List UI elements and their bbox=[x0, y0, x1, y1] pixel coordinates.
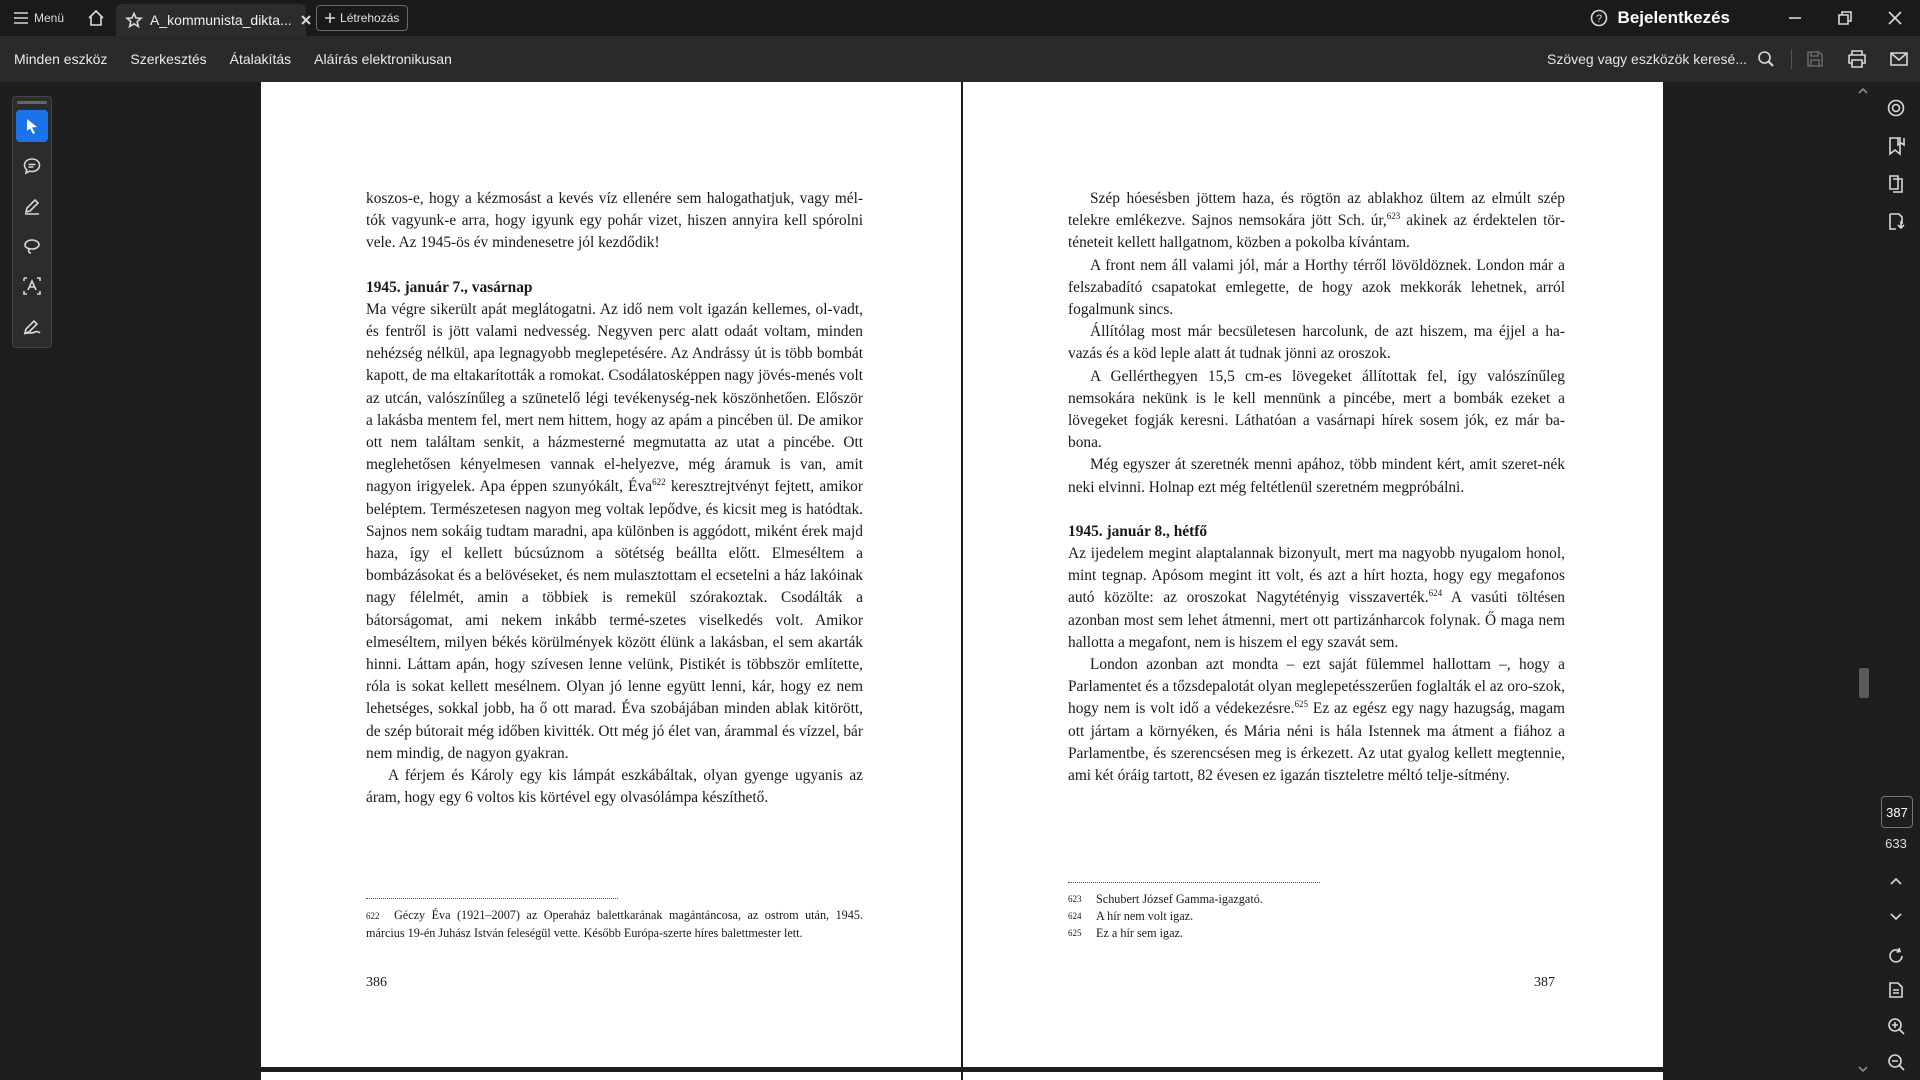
minimize-icon bbox=[1788, 11, 1802, 25]
text-run: Ez az egész egy nagy hazugság, magam ott jártam a környéken, és Mária néni is hála Istennek ma átment a fiához a Parlamentbe, és szerencsésen meg is érkezett. Az utat gyalog kellett megtennie, ami két óráig tartott, 82 évesen ez igazán tiszteletre méltó telje-sítmény. bbox=[1068, 700, 1566, 785]
zoom-out-button[interactable] bbox=[1880, 1046, 1912, 1078]
footnote-number: 625 bbox=[1068, 928, 1082, 938]
star-icon[interactable] bbox=[126, 12, 142, 28]
login-button[interactable]: Bejelentkezés bbox=[1617, 8, 1730, 27]
next-page-button[interactable] bbox=[1880, 900, 1912, 932]
close-icon bbox=[1888, 11, 1902, 25]
email-icon bbox=[1889, 51, 1909, 67]
document-tab[interactable] bbox=[116, 4, 306, 36]
text-run: Ma végre sikerült apát meglátogatni. Az idő nem volt igazán kellemes, ol-vadt, és fentről is jött valami nedvesség. Negyven perc alatt odaát voltam, minden nehézség nélkül, apa legnagyobb meglepetésére. Az Andrássy út is több bombát kapott, de ma eltakarították a romokat. Csodálatosképpen nagy jövés-menés volt az utcán, valószínűleg a szünetelő légi tevékenység-nek köszönhetően. Először a lakásba mentem fel, mert nem hittem, hogy az apám a pincében ül. De amikor ott nem találtam senkit, a házmesterné megmutatta az utat a pincébe. Ott meglehetősen kényelmesen vannak el-helyezve, még áramuk is van, amit nagyon irigyelek. Apa éppen szunyókált, Éva bbox=[366, 300, 863, 496]
text-run: Az ijedelem megint alaptalannak bizonyult, mert ma nagyobb nyugalom honol, mint tegnap. Apósom megint itt volt, és azt a hírt hozta, hogy egy megafonos autó közölte: az oroszokat Nagytétényig visszaverték. bbox=[1068, 545, 1565, 607]
page-386 bbox=[261, 82, 961, 1067]
plus-icon bbox=[325, 13, 335, 23]
paragraph bbox=[1068, 188, 1565, 255]
footnote-ref[interactable]: 625 bbox=[1294, 699, 1308, 710]
panel-grip[interactable] bbox=[17, 101, 47, 104]
pages-button[interactable] bbox=[1880, 168, 1912, 200]
cursor-icon bbox=[24, 118, 40, 134]
total-pages: 633 bbox=[1885, 836, 1907, 851]
text-recognition-tool[interactable] bbox=[16, 270, 48, 302]
minimize-button[interactable] bbox=[1770, 0, 1820, 36]
page-number: 386 bbox=[366, 975, 387, 990]
bookmarks-button[interactable] bbox=[1880, 130, 1912, 162]
zoom-in-button[interactable] bbox=[1880, 1010, 1912, 1042]
pen-icon bbox=[23, 197, 41, 215]
vertical-scrollbar[interactable] bbox=[1856, 82, 1870, 1080]
footnote-ref[interactable]: 623 bbox=[1386, 211, 1401, 222]
hamburger-icon bbox=[14, 12, 28, 24]
export-icon bbox=[1886, 212, 1906, 232]
tool-convert[interactable]: Átalakítás bbox=[229, 51, 292, 67]
help-icon[interactable] bbox=[1590, 9, 1608, 27]
diary-entry-heading: 1945. január 7., vasárnap bbox=[366, 278, 533, 296]
export-button[interactable] bbox=[1880, 206, 1912, 238]
restore-icon bbox=[1838, 11, 1852, 25]
paragraph: A Gellérthegyen 15,5 cm-es lövegeket állítottak fel, így valószínűleg nemsokára nekünk is le kell mennünk a pincébe, mert a bombák ezeket a lövegeket fogják keresni. Láthatóan a vasárnapi hírek sosem jók, ez már ba-bona. bbox=[1068, 367, 1565, 452]
save-icon bbox=[1806, 50, 1824, 68]
ai-assistant-icon bbox=[1886, 98, 1906, 118]
sign-tool[interactable] bbox=[16, 310, 48, 342]
page-387 bbox=[963, 82, 1663, 1067]
paragraph bbox=[1068, 543, 1565, 654]
save-button[interactable] bbox=[1794, 36, 1836, 82]
right-page-body bbox=[1068, 188, 1565, 787]
zoom-in-icon bbox=[1887, 1017, 1905, 1035]
left-tool-panel bbox=[12, 96, 52, 348]
restore-button[interactable] bbox=[1820, 0, 1870, 36]
next-page-edge bbox=[963, 1072, 1663, 1080]
search-icon[interactable] bbox=[1757, 50, 1775, 68]
scroll-up-icon[interactable] bbox=[1856, 86, 1870, 96]
chevron-up-icon bbox=[1888, 874, 1904, 890]
bookmark-icon bbox=[1886, 136, 1906, 156]
text-run: London azonban azt mondta – ezt saját fülemmel hallottam –, hogy a Parlamentet és a tőzsdepalotát olyan meglepetésszerűen foglalták el az oro-szok, hogy nem is volt idő a védekezésre. bbox=[1068, 656, 1565, 718]
footnote-text: Schubert József Gamma-igazgató. bbox=[1096, 892, 1263, 906]
text-run: Szép hóesésben jöttem haza, és rögtön az ablakhoz ültem az elmúlt szép telekre emlékezve. Sajnos nemsokára jött Sch. úr, bbox=[1068, 190, 1565, 230]
tool-e-sign[interactable]: Aláírás elektronikusan bbox=[314, 51, 452, 67]
print-button[interactable] bbox=[1836, 36, 1878, 82]
footnote bbox=[366, 907, 863, 942]
scroll-down-icon[interactable] bbox=[1856, 1064, 1870, 1074]
page-display-icon bbox=[1887, 981, 1905, 999]
paragraph bbox=[366, 299, 863, 765]
lasso-icon bbox=[23, 237, 41, 255]
menu-button[interactable] bbox=[0, 0, 76, 36]
footnote-divider bbox=[366, 898, 618, 899]
tool-edit[interactable]: Szerkesztés bbox=[130, 51, 207, 67]
menu-label: Menü bbox=[34, 11, 65, 25]
create-label: Létrehozás bbox=[340, 11, 400, 25]
page-display-button[interactable] bbox=[1880, 974, 1912, 1006]
text-run: keresztrejtvényt fejtett, amikor beléptem. Természetesen nagyon meg voltak lepődve, és kicsit meg is hatódtak. Sajnos nem sokáig tudtam maradni, apa különben is aggódott, miként érek majd haza, így el kellett búcsúznom a sötétség beállta előtt. Elmeséltem a bombázásokat és a belövéseket, és nem mulasztottam el ecsetelni a ház lakóinak nagy félelmét, amin a többiek is remekül szórakoztak. Csodálták a bátorságomat, ami nekem inkább termé-szetes viselkedés volt. Amikor elmeséltem, milyen békés körülmények között élünk a lakásban, el sem akarták hinni. Láttam apán, hogy szívesen lenne velünk, Pistikét is többször említette, róla is sokat kellett mesélnem. Olyan jó lenne együtt lenni, kár, hogy ez nem lehetséges, sokkal jobb, ha ő ott marad. Éva szobájában minden ablak kitörött, de szép bútorait még időben kivitték. Ott még jó élet van, árammal és vízzel, bár nem mindig, de nagyon gyakran. bbox=[366, 478, 863, 762]
footnote-number: 622 bbox=[366, 911, 380, 921]
rotate-icon bbox=[1887, 947, 1905, 965]
paragraph: A front nem áll valami jól, már a Horthy térről lövöldöznek. London már a felszabadító csapatokat emlegette, de hogy azok mekkorák lehetnek, arról fogalmunk sincs. bbox=[1068, 256, 1565, 319]
ai-assistant-button[interactable] bbox=[1880, 92, 1912, 124]
tab-title: A_kommunista_dikta... bbox=[150, 12, 292, 28]
create-button[interactable] bbox=[316, 5, 408, 31]
paragraph: Állítólag most már becsületesen harcolunk, de azt hiszem, ma éjjel a ha-vazás és a köd leple alatt át tudnak jönni az oroszok. bbox=[1068, 323, 1565, 363]
chevron-down-icon bbox=[1888, 908, 1904, 924]
text-select-icon bbox=[23, 277, 41, 295]
left-page-body bbox=[366, 188, 863, 809]
home-icon bbox=[87, 9, 105, 27]
printer-icon bbox=[1847, 50, 1867, 68]
comment-tool[interactable] bbox=[16, 150, 48, 182]
diary-entry-heading: 1945. január 8., hétfő bbox=[1068, 522, 1208, 540]
footnote bbox=[1068, 925, 1565, 942]
highlight-tool[interactable] bbox=[16, 190, 48, 222]
rotate-button[interactable] bbox=[1880, 940, 1912, 972]
footnote bbox=[1068, 891, 1565, 908]
page-number: 387 bbox=[1534, 975, 1555, 990]
paragraph bbox=[1068, 654, 1565, 787]
email-button[interactable] bbox=[1878, 36, 1920, 82]
close-tab-icon[interactable] bbox=[300, 14, 312, 26]
footnote-number: 623 bbox=[1068, 894, 1082, 904]
footnote-ref[interactable]: 624 bbox=[1428, 588, 1443, 599]
footnote-text: A hír nem volt igaz. bbox=[1096, 909, 1194, 923]
search-input[interactable]: Szöveg vagy eszközök keresé... bbox=[1547, 51, 1747, 67]
main-toolbar bbox=[0, 36, 1920, 82]
next-page-edge bbox=[261, 1072, 961, 1080]
footnote-text: Géczy Éva (1921–2007) az Operaház balettkarának magántáncosa, az ostrom után, 1945. március 19-én Juhász István feleségül vette. Később Európa-szerte híres balettmester lett. bbox=[366, 908, 863, 940]
document-view bbox=[62, 82, 1856, 1080]
pages-icon bbox=[1886, 174, 1906, 194]
text-run: A vasúti töltésen azonban most sem lehet átmenni, mert ott partizánharcok folynak. Ő maga nem hallotta a megafont, nem is hiszem el egy szavát sem. bbox=[1068, 589, 1566, 651]
footnote-divider bbox=[1068, 882, 1320, 883]
previous-page-button[interactable] bbox=[1880, 866, 1912, 898]
footnote-number: 624 bbox=[1068, 911, 1082, 921]
toolbar-divider bbox=[1791, 49, 1792, 69]
draw-tool[interactable] bbox=[16, 230, 48, 262]
footnote bbox=[1068, 908, 1565, 925]
title-bar bbox=[0, 0, 1920, 36]
footnotes bbox=[1068, 891, 1565, 942]
footnote-ref[interactable]: 622 bbox=[652, 477, 666, 488]
current-page-input[interactable]: 387 bbox=[1881, 796, 1913, 828]
scroll-thumb[interactable] bbox=[1859, 668, 1869, 698]
close-window-button[interactable] bbox=[1870, 0, 1920, 36]
select-tool[interactable] bbox=[16, 110, 48, 142]
text-run: akinek az érdektelen tör-téneteit kellett hallgatnom, közben a pokolba kívántam. bbox=[1068, 212, 1565, 252]
paragraph: koszos-e, hogy a kézmosást a kevés víz ellenére sem halogathatjuk, vagy mél-tók vagyunk-e arra, hogy igyunk egy pohár vizet, hiszen annyira kell spórolni vele. Az 1945-ös év mindenesetre jól kezdődik! bbox=[366, 190, 863, 252]
paragraph: Még egyszer át szeretnék menni apához, több mindent kért, amit szeret-nék neki elvinni. Holnap ezt még feltétlenül szeretném megpróbálni. bbox=[1068, 456, 1565, 496]
footnote-text: Ez a hír sem igaz. bbox=[1096, 926, 1183, 940]
home-button[interactable] bbox=[76, 0, 116, 36]
tool-all-tools[interactable]: Minden eszköz bbox=[14, 51, 108, 67]
comment-icon bbox=[23, 157, 41, 175]
signature-icon bbox=[23, 317, 41, 335]
paragraph: A férjem és Károly egy kis lámpát eszkábáltak, olyan gyenge ugyanis az áram, hogy egy 6 voltos kis körtével egy olvasólámpa készíthető. bbox=[366, 767, 863, 807]
svg-text:?: ? bbox=[1595, 13, 1602, 25]
zoom-out-icon bbox=[1887, 1053, 1905, 1071]
